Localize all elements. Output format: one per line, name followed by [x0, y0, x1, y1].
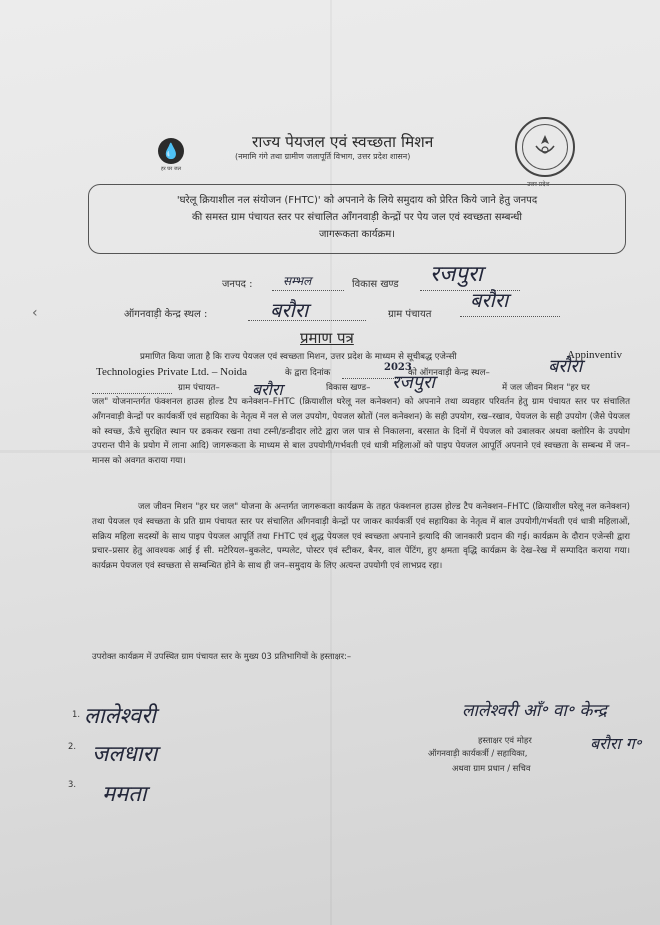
campaign-line-3: जागरूकता कार्यक्रम।	[318, 229, 396, 240]
participants-intro: उपरोक्त कार्यक्रम में उपस्थित ग्राम पंचायत स्तर के मुख्य 03 प्रतिभागियों के हस्ताक्षर:–	[92, 651, 352, 661]
gp-value: बरौरा	[252, 380, 283, 399]
anganwadi-label: ऑगनवाड़ी केन्द्र स्थल :	[124, 309, 208, 320]
har-ghar-jal-logo	[148, 138, 194, 172]
district-value: सम्भल	[283, 274, 312, 288]
mission-text: में जल जीवन मिशन "हर घर	[502, 383, 590, 393]
panchayat-line	[460, 316, 560, 317]
agency-name-2: Technologies Private Ltd. – Noida	[96, 366, 248, 378]
up-government-seal	[515, 117, 575, 177]
official-line-2: ऑगनवाड़ी कार्यकर्त्री / सहायिका,	[428, 748, 528, 758]
page-subtitle: (नमामि गंगे तथा ग्रामीण जलापूर्ति विभाग, उत्तर प्रदेश शासन)	[235, 152, 411, 161]
anganwadi-line	[248, 320, 366, 321]
certificate-heading: प्रमाण पत्र	[300, 329, 354, 347]
anganwadi-value: बरौरा	[270, 298, 309, 322]
official-line-3: अथवा ग्राम प्रधान / सचिव	[452, 763, 531, 773]
logo-caption: हर घर जल	[161, 166, 181, 172]
site-value: बरौरा	[548, 356, 583, 377]
block-value-2: रजपुरा	[392, 372, 435, 393]
water-drop-icon: 💧	[158, 138, 184, 164]
agency-name-1: Appinventiv	[567, 349, 622, 361]
participant-signature: जलधारा	[92, 742, 158, 767]
panchayat-value: बरौरा	[470, 288, 509, 312]
gp-label: ग्राम पंचायत–	[178, 383, 220, 393]
official-signature: लालेश्वरी आँ॰ वा॰ केन्द्र	[462, 701, 607, 721]
district-label: जनपद :	[222, 279, 253, 290]
block-label-2: विकास खण्ड–	[326, 383, 371, 393]
year-value: 2023	[384, 362, 412, 373]
panchayat-label: ग्राम पंचायत	[388, 309, 432, 320]
cert-paragraph-2: जल जीवन मिशन "हर घर जल" योजना के अन्तर्गत जागरूकता कार्यक्रम के तहत फंक्शनल हाउस होल्ड टैप कनेक्शन–FHTC (क्रियाशील घरेलू नल कनेक्शन) तथा पेयजल एवं स्वच्छता के प्रति ग्राम पंचायत स्तर पर संचालित आँगनवाड़ी केन्द्रों पर जाकर कार्यकर्त्री एवं सहायिका के नेतृत्व में बाल उपयोगी/गर्भवती एवं धात्री महिलाओं, सक्रिय महिला सदस्यों के साथ पाइप पेयजल आपूर्ति तथा FHTC एवं शुद्ध पेयजल एवं स्वच्छता अपनाने इत्यादि की जानकारी प्रदान की गई। कार्यक्रम के दौरान एजेन्सी द्वारा प्रचार–प्रसार हेतु आवश्यक आई ई सी. मटेरियल–बुकलेट, पम्पलेट, पोस्टर एवं स्टीकर, बैनर, वाल पेंटिंग, हुए क्षमता वृद्धि कार्यक्रम के देख–रेख में सम्पादित कराया गया। कार्यक्रम पेयजल एवं स्वच्छता से सम्बन्धित होने के साथ ही जन–समुदाय के लिए अत्यन्त उपयोगी एवं लाभप्रद रहा।	[92, 502, 630, 572]
campaign-title-box	[88, 184, 626, 254]
cert-paragraph-1: जल" योजनान्तर्गत फंक्शनल हाउस होल्ड टैप कनेक्शन–FHTC (क्रियाशील घरेलू नल कनेक्शन) को अपनाने तथा व्यवहार परिवर्तन हेतु ग्राम पंचायत स्तर पर संचालित आँगनवाड़ी केन्द्रों पर कार्यकर्त्री एवं सहायिका के नेतृत्व में नल से जल उपयोग, पेयजल स्रोतों (नल कनेक्शन) के सही उपयोग, रख–रखाव, पेयजल के सही उपयोग (जैसे पेयजल को स्वच्छ, ऊँचे सुरक्षित स्थान पर ढककर रखना तथा टस्नी/डन्डीदार लोटे द्वारा जल पात्र से निकालना, बरसात के दिनों में पेयजल को उबालकर अथवा क्लोरिन के उपयोग उपरान्त पीने के प्रयोग में लाना आदि) जागरूकता के माध्यम से बाल उपयोगी/गर्भवती एवं धात्री महिलाओं को पाइप पेयजल आपूर्ति अपनाने एवं स्वच्छता के सम्बन्ध में जन–मानस को अवगत कराया गया।	[92, 397, 630, 467]
participant-num: 2.	[68, 741, 76, 751]
page-title: राज्य पेयजल एवं स्वच्छता मिशन	[252, 133, 434, 151]
participant-num: 3.	[68, 779, 76, 789]
participant-num: 1.	[72, 709, 80, 719]
seal-emblem-icon	[522, 124, 568, 170]
emblem-icon	[530, 132, 560, 162]
seal-caption: उत्तर प्रदेश	[527, 181, 550, 188]
cert-line-1: प्रमाणित किया जाता है कि राज्य पेयजल एवं स्वच्छता मिशन, उत्तर प्रदेश के माध्यम से सूचीबद्ध एजेन्सी	[140, 352, 457, 362]
participant-signature: ममता	[102, 782, 147, 807]
official-line-1: हस्ताक्षर एवं मोहर	[478, 735, 532, 745]
official-stamp: बरौरा ग॰	[590, 734, 642, 753]
block-label: विकास खण्ड	[352, 279, 399, 290]
date-label: के द्वारा दिनांक	[285, 368, 331, 378]
site-label: को ऑगनवाड़ी केन्द्र स्थल–	[408, 368, 490, 378]
gp-pre-line	[92, 393, 172, 394]
campaign-line-2: की समस्त ग्राम पंचायत स्तर पर संचालित आँगनवाड़ी केन्द्रों पर पेय जल एवं स्वच्छता सम्बन्धी	[191, 212, 522, 223]
district-line	[272, 290, 344, 291]
campaign-line-1: 'घरेलू क्रियाशील नल संयोजन (FHTC)' को अपनाने के लिये समुदाय को प्रेरित किये जाने हेतु जनपद	[176, 195, 538, 206]
block-value: रजपुरा	[430, 262, 483, 287]
participant-signature: लालेश्वरी	[84, 704, 156, 729]
margin-mark: ‹	[32, 305, 38, 321]
